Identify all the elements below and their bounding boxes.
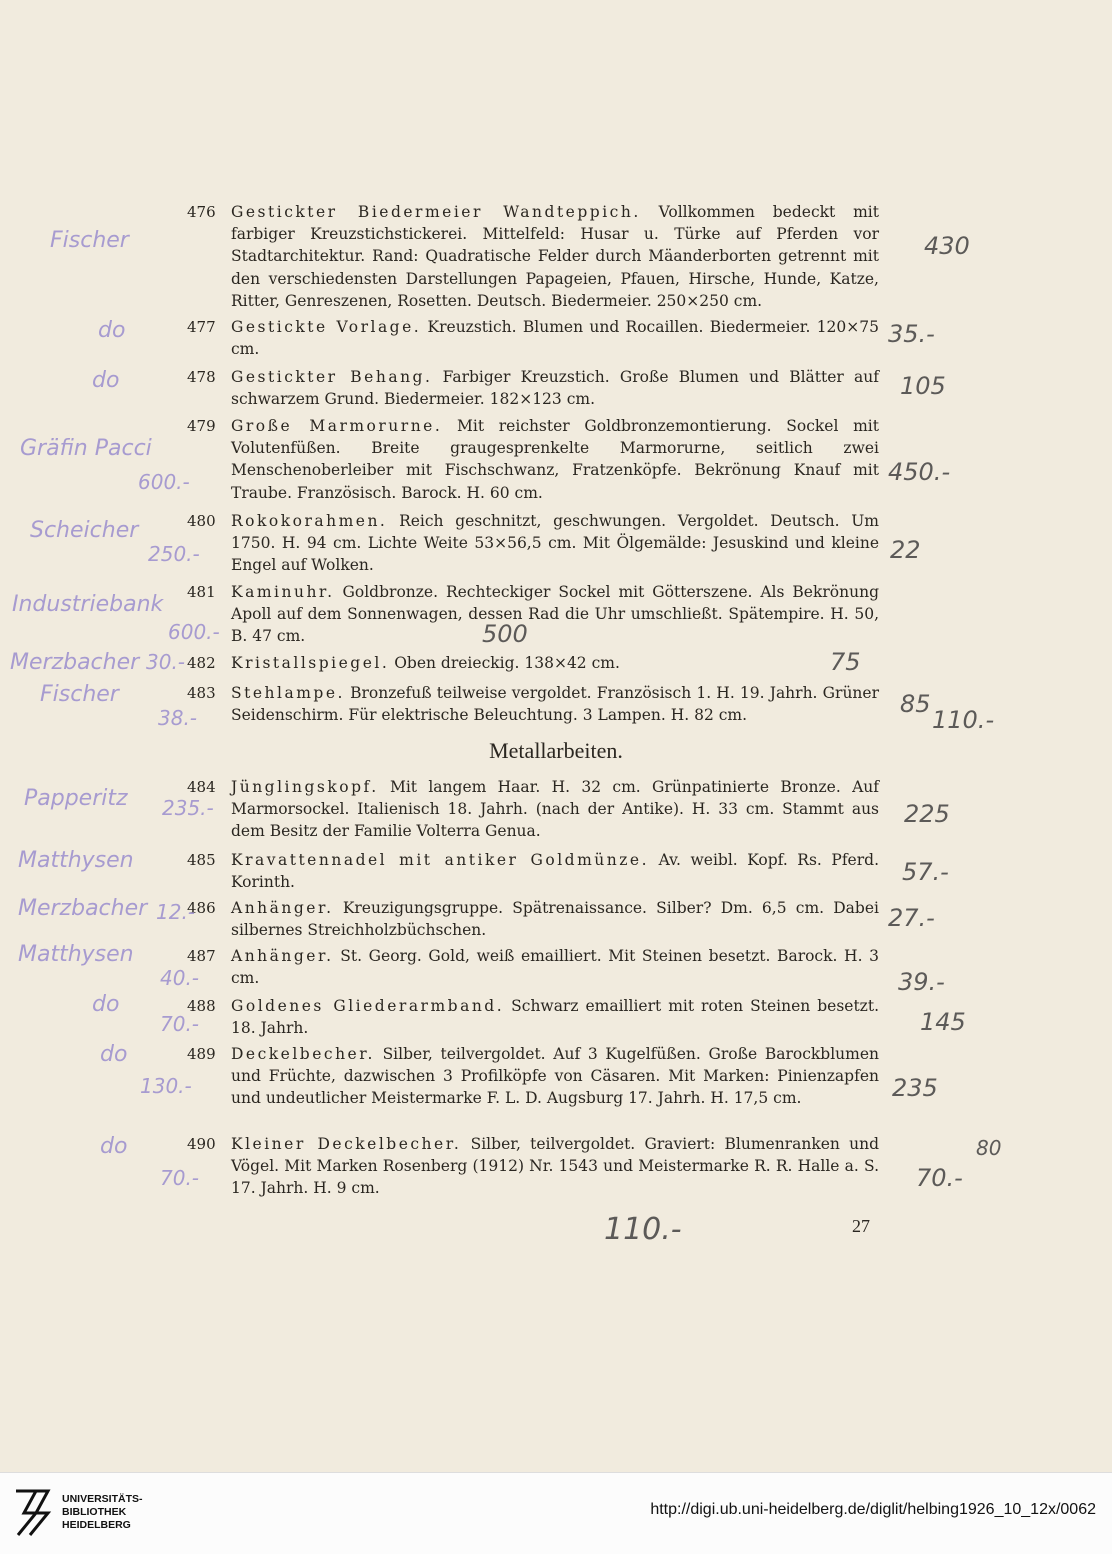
lot-title: Kaminuhr.: [231, 583, 335, 601]
handwritten-price: 225: [904, 800, 950, 828]
lot-number: 488: [187, 997, 216, 1015]
handwritten-buyer-price: 12.-: [156, 900, 196, 924]
handwritten-price: 450.-: [888, 458, 951, 486]
lot-number: 485: [187, 851, 216, 869]
library-name: UNIVERSITÄTS- BIBLIOTHEK HEIDELBERG: [62, 1493, 143, 1531]
lot-number: 483: [187, 684, 216, 702]
lot-number: 481: [187, 583, 216, 601]
footer-bar: [0, 1472, 1112, 1554]
handwritten-buyer: do: [98, 318, 126, 343]
handwritten-price: 235: [892, 1074, 938, 1102]
handwritten-price: 39.-: [898, 968, 945, 996]
handwritten-buyer-price: 38.-: [158, 706, 198, 730]
lot-description: Farbiger Kreuzstich. Große Blumen und Blätter auf schwarzem Grund. Biedermeier. 182×123 cm.: [231, 368, 880, 409]
handwritten-buyer: Scheicher: [30, 518, 139, 543]
handwritten-buyer-price: 70.-: [160, 1012, 200, 1036]
handwritten-buyer-price: 70.-: [160, 1166, 200, 1190]
handwritten-price: 35.-: [888, 320, 935, 348]
lot-title: Gestickter Behang.: [231, 368, 433, 386]
lot-title: Kristallspiegel.: [231, 654, 390, 672]
lot-number: 482: [187, 654, 216, 672]
handwritten-total: 110.-: [604, 1212, 682, 1247]
lot-title: Goldenes Gliederarmband.: [231, 997, 505, 1015]
lot-description: Silber, teilvergoldet. Graviert: Blumenranken und Vögel. Mit Marken Rosenberg (1912) Nr. 1543 und Meistermarke R. R. Halle a. S. 17. Jahrh. H. 9 cm.: [231, 1135, 879, 1198]
lot-description: Bronzefuß teilweise vergoldet. Französisch 1. H. 19. Jahrh. Grüner Seidenschirm. Für elektrische Beleuchtung. 3 Lampen. H. 82 cm.: [231, 684, 879, 725]
handwritten-price: 57.-: [902, 858, 949, 886]
handwritten-price: 110.-: [932, 706, 995, 734]
handwritten-price: 145: [920, 1008, 966, 1036]
lot-number: 477: [187, 318, 216, 336]
handwritten-price: 80: [976, 1136, 1002, 1160]
handwritten-buyer-price: 235.-: [162, 796, 214, 820]
lot-description: Av. weibl. Kopf. Rs. Pferd. Korinth.: [231, 851, 879, 892]
lot-description: Mit langem Haar. H. 32 cm. Grünpatinierte Bronze. Auf Marmorsockel. Italienisch 18. Jahrh. (nach der Antike). H. 33 cm. Stammt aus dem Besitz der Familie Volterra Genua.: [231, 778, 879, 841]
handwritten-buyer-price: 600.-: [138, 470, 190, 494]
handwritten-buyer: Gräfin Pacci: [20, 436, 152, 461]
lot-description: Schwarz emailliert mit roten Steinen besetzt. 18. Jahrh.: [231, 997, 879, 1038]
handwritten-price: 70.-: [916, 1164, 963, 1192]
handwritten-buyer-price: 600.-: [168, 620, 220, 644]
lot-number: 476: [187, 203, 216, 221]
lot-description: Reich geschnitzt, geschwungen. Vergoldet. Deutsch. Um 1750. H. 94 cm. Lichte Weite 53×56,5 cm. Mit Ölgemälde: Jesuskind und kleine Engel auf Wolken.: [231, 512, 879, 575]
lot-title: Anhänger.: [231, 947, 334, 965]
lot-description: Kreuzstich. Blumen und Rocaillen. Biedermeier. 120×75 cm.: [231, 318, 879, 359]
lot-number: 490: [187, 1135, 216, 1153]
lot-number: 478: [187, 368, 216, 386]
lot-description: Mit reichster Goldbronzemontierung. Sockel mit Volutenfüßen. Breite graugesprenkelte Marmorurne, seitlich zwei Menschenoberleiber mit Fischschwanz, Fratzenköpfe. Bekrönung Knauf mit Traube. Französisch. Barock. H. 60 cm.: [231, 417, 879, 502]
handwritten-buyer: do: [100, 1134, 128, 1159]
lot-description: Vollkommen bedeckt mit farbiger Kreuzstichstickerei. Mittelfeld: Husar u. Türke auf Pferden vor Stadtarchitektur. Rand: Quadratische Felder durch Mäanderborten getrennt mit den verschiedensten Darstellungen Papageien, Pfauen, Hirsche, Hunde, Katze, Ritter, Genreszenen, Rosetten. Deutsch. Biedermeier. 250×250 cm.: [231, 203, 879, 310]
handwritten-buyer: Papperitz: [24, 786, 128, 811]
lot-number: 479: [187, 417, 216, 435]
lot-title: Kravattennadel mit antiker Goldmünze.: [231, 851, 650, 869]
lot-number: 484: [187, 778, 216, 796]
handwritten-buyer: do: [92, 992, 120, 1017]
lot-title: Kleiner Deckelbecher.: [231, 1135, 462, 1153]
lot-title: Rokokorahmen.: [231, 512, 388, 530]
handwritten-buyer: Matthysen: [18, 942, 134, 967]
lot-number: 486: [187, 899, 216, 917]
lot-description: Goldbronze. Rechteckiger Sockel mit Götterszene. Als Bekrönung Apoll auf dem Sonnenwagen, dessen Rad die Uhr umschließt. Spätempire. H. 50, B. 47 cm.: [231, 583, 879, 646]
lot-description: St. Georg. Gold, weiß emailliert. Mit Steinen besetzt. Barock. H. 3 cm.: [231, 947, 879, 988]
section-heading: Metallarbeiten.: [489, 738, 623, 763]
handwritten-price: 105: [900, 372, 946, 400]
lot-number: 487: [187, 947, 216, 965]
source-url[interactable]: http://digi.ub.uni-heidelberg.de/diglit/helbing1926_10_12x/0062: [650, 1501, 1096, 1518]
handwritten-price: 430: [924, 232, 970, 260]
handwritten-buyer: Merzbacher: [18, 896, 148, 921]
handwritten-price: 75: [830, 648, 861, 676]
handwritten-buyer-price: 30.-: [146, 650, 186, 674]
lot-title: Große Marmorurne.: [231, 417, 443, 435]
library-logo-icon: [10, 1483, 54, 1539]
handwritten-price: 27.-: [888, 904, 935, 932]
page-number: 27: [852, 1216, 870, 1236]
lot-number: 489: [187, 1045, 216, 1063]
handwritten-price: 85: [900, 690, 931, 718]
handwritten-buyer-price: 250.-: [148, 542, 200, 566]
lot-title: Stehlampe.: [231, 684, 345, 702]
lot-number: 480: [187, 512, 216, 530]
handwritten-buyer: Fischer: [40, 682, 119, 707]
handwritten-price: 500: [482, 620, 528, 648]
lot-description: Oben dreieckig. 138×42 cm.: [394, 654, 620, 672]
handwritten-buyer-price: 130.-: [140, 1074, 192, 1098]
handwritten-buyer: do: [100, 1042, 128, 1067]
lot-title: Deckelbecher.: [231, 1045, 375, 1063]
lot-description: Kreuzigungsgruppe. Spätrenaissance. Silber? Dm. 6,5 cm. Dabei silbernes Streichholzbüchschen.: [231, 899, 879, 940]
handwritten-buyer: do: [92, 368, 120, 393]
lot-title: Gestickter Biedermeier Wandteppich.: [231, 203, 641, 221]
handwritten-buyer-price: 40.-: [160, 966, 200, 990]
handwritten-price: 22: [890, 536, 921, 564]
handwritten-buyer: Industriebank: [12, 592, 164, 617]
handwritten-buyer: Fischer: [50, 228, 129, 253]
handwritten-buyer: Matthysen: [18, 848, 134, 873]
lot-title: Jünglingskopf.: [231, 778, 379, 796]
lot-title: Gestickte Vorlage.: [231, 318, 422, 336]
lot-description: Silber, teilvergoldet. Auf 3 Kugelfüßen. Große Barockblumen und Früchte, dazwischen 3 Profilköpfe von Cäsaren. Mit Marken: Pinienzapfen und undeutlicher Meistermarke F. L. D. Augsburg 17. Jahrh. H. 17,5 cm.: [231, 1045, 879, 1108]
handwritten-buyer: Merzbacher: [10, 650, 140, 675]
lot-title: Anhänger.: [231, 899, 334, 917]
